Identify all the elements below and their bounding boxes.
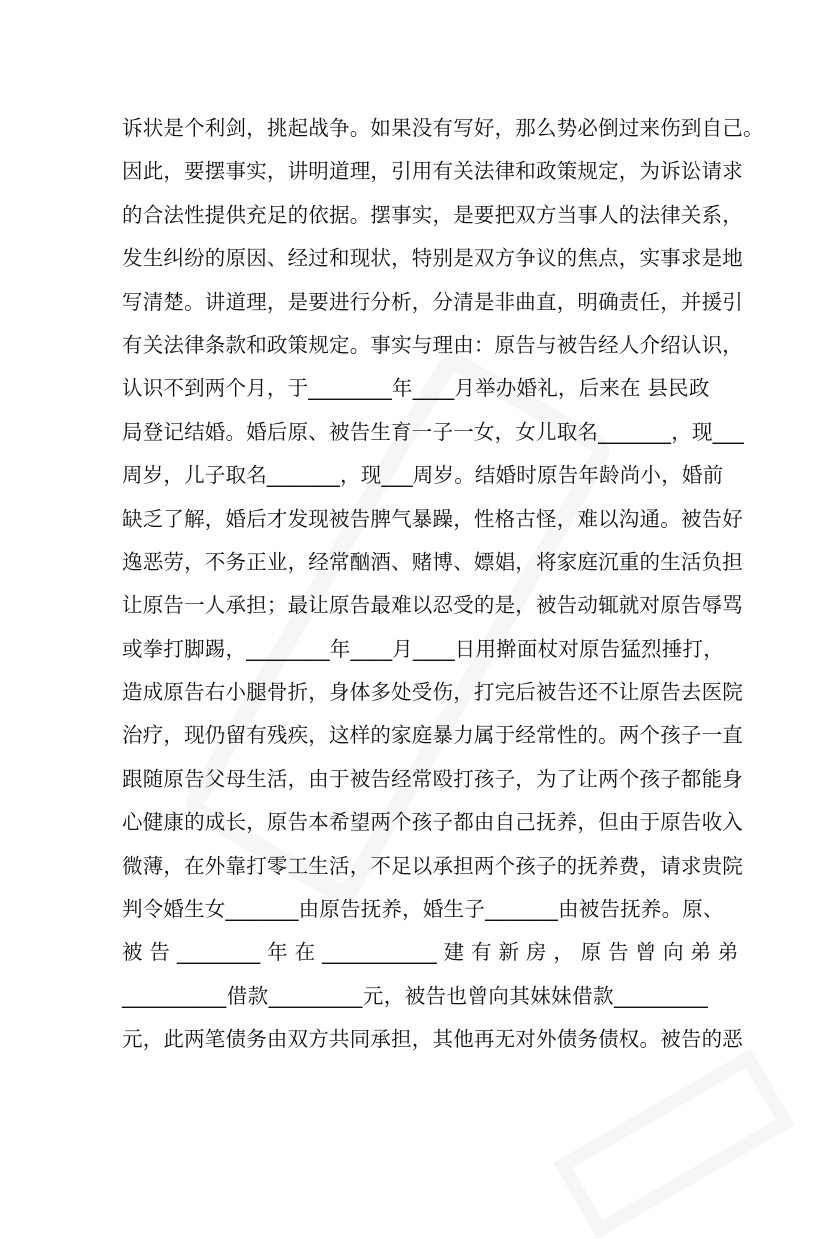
text-line: 认识不到两个月，于________年____月举办婚礼，后来在 县民政 [122, 376, 710, 401]
text-line: 因此，要摆事实，讲明道理，引用有关法律和政策规定，为诉讼请求 [122, 159, 743, 184]
text-line: 判令婚生女_______由原告抚养，婚生子_______由被告抚养。原、 [122, 897, 724, 922]
text-line: 逸恶劳，不务正业，经常酗酒、赌博、嫖娼，将家庭沉重的生活负担 [122, 549, 743, 574]
text-line: 让原告一人承担；最让原告最难以忍受的是，被告动辄就对原告辱骂 [122, 593, 743, 618]
text-line: 写清楚。讲道理，是要进行分析，分清是非曲直，明确责任，并援引 [122, 289, 743, 314]
text-line: 微薄，在外靠打零工生活，不足以承担两个孩子的抚养费，请求贵院 [122, 853, 743, 878]
watermark [553, 1049, 794, 1239]
text-line: 缺乏了解，婚后才发现被告脾气暴躁，性格古怪，难以沟通。被告好 [122, 506, 743, 531]
text-line: 治疗，现仍留有残疾，这样的家庭暴力属于经常性的。两个孩子一直 [122, 723, 743, 748]
text-line: 局登记结婚。婚后原、被告生育一子一女，女儿取名_______，现___ [122, 419, 744, 444]
text-line: 元，此两笔债务由双方共同承担，其他再无对外债务债权。被告的恶 [122, 1027, 743, 1052]
text-line: 有关法律条款和政策规定。事实与理由：原告与被告经人介绍认识， [122, 332, 743, 357]
text-line: 造成原告右小腿骨折，身体多处受伤，打完后被告还不让原告去医院 [122, 680, 743, 705]
text-line: 跟随原告父母生活，由于被告经常殴打孩子，为了让两个孩子都能身 [122, 766, 743, 791]
text-line: __________借款_________元，被告也曾向其妹妹借款_________ [122, 983, 708, 1008]
text-line: 诉状是个利剑，挑起战争。如果没有写好，那么势必倒过来伤到自己。 [122, 116, 764, 140]
text-line: 周岁，儿子取名_______，现___周岁。结婚时原告年龄尚小，婚前 [122, 463, 724, 488]
text-line: 发生纠纷的原因、经过和现状，特别是双方争议的焦点，实事求是地 [122, 246, 743, 271]
text-line: 的合法性提供充足的依据。摆事实，是要把双方当事人的法律关系， [122, 202, 743, 227]
text-line: 或拳打脚踢，________年____月____日用擀面杖对原告猛烈捶打， [122, 636, 724, 661]
text-line: 心健康的成长，原告本希望两个孩子都由自己抚养，但由于原告收入 [122, 810, 743, 835]
document-body [122, 112, 764, 1067]
text-line: 被 告 ________ 年 在 ___________ 建 有 新 房 ， 原 告 曾 向 弟 弟 [122, 940, 739, 965]
